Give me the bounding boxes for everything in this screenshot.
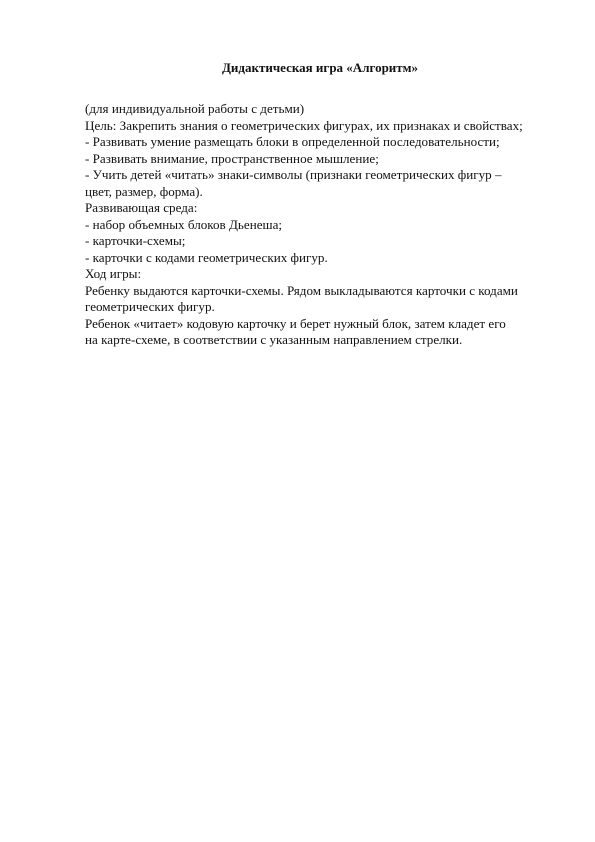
text-line: - Развивать внимание, пространственное мышление;: [85, 150, 379, 166]
text-line: - Развивать умение размещать блоки в определенной последовательности;: [85, 134, 500, 149]
text-line: цвет, размер, форма).: [85, 183, 203, 199]
text-line: геометрических фигур.: [85, 299, 215, 314]
text-line: - карточки-схемы;: [85, 233, 186, 248]
text-line: Ход игры:: [85, 266, 142, 281]
text-line: Ребенок «читает» кодовую карточку и берет нужный блок, затем кладет его: [85, 315, 506, 331]
document-title: Дидактическая игра «Алгоритм»: [221, 60, 419, 75]
text-line: - карточки с кодами геометрических фигур.: [85, 249, 328, 265]
text-line: на карте-схеме, в соответствии с указанным направлением стрелки.: [85, 332, 463, 347]
text-line: - Учить детей «читать» знаки-символы (признаки геометрических фигур –: [85, 167, 502, 182]
text-line: (для индивидуальной работы с детьми): [85, 101, 305, 116]
text-line: - набор объемных блоков Дьенеша;: [85, 216, 283, 232]
text-line: Развивающая среда:: [85, 200, 198, 215]
text-line: Цель: Закрепить знания о геометрических фигурах, их признаках и свойствах;: [85, 117, 523, 133]
document-body: [85, 101, 555, 349]
text-line: Ребенку выдаются карточки-схемы. Рядом выкладываются карточки с кодами: [85, 282, 518, 298]
